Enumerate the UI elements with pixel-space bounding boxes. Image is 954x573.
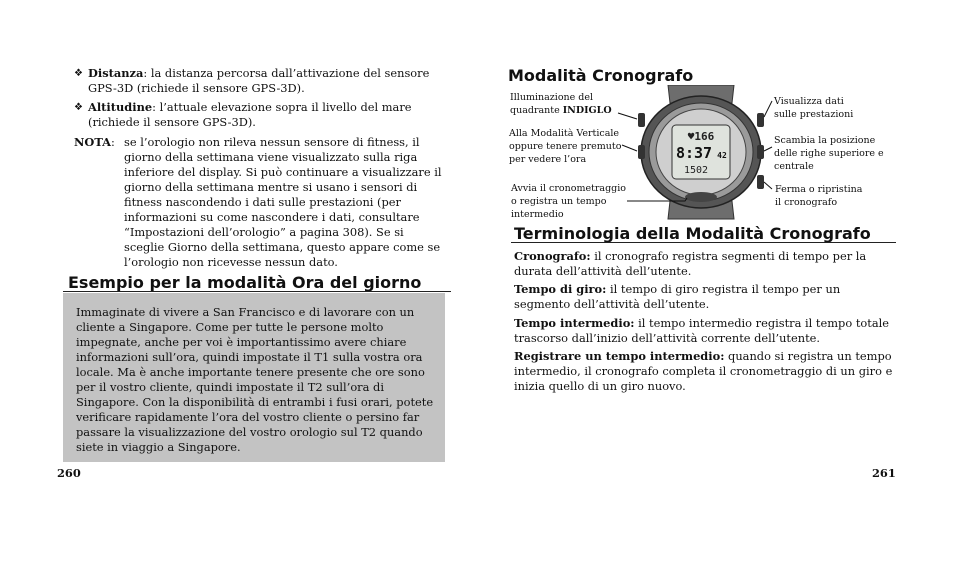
page-title-cronografo: Modalità Cronografo (508, 66, 694, 85)
nota-label: NOTA: (74, 135, 115, 149)
section-rule (63, 291, 451, 292)
bullet-term: Distanza (88, 66, 144, 80)
nota-text: se l’orologio non rileva nessun sensore di fitness, il giorno della settimana viene visualizzato sulla riga inferiore del display. Si può continuare a visualizzare il giorno della settimana mentre si usano i sensori di fitness nascondendo i dati sulle prestazioni (per informazioni su come nascondere i dati, consultare “Impostazioni dell’orologio” a pagina 308). Se si sceglie Giorno della settimana, questo appare come se l’orologio non ricevesse nessun dato. (124, 135, 442, 269)
callout-view-data: Visualizza dati sulle prestazioni (774, 96, 854, 120)
bullet-text: : l’attuale elevazione sopra il livello del mare (richiede il sensore GPS-3D). (88, 100, 412, 129)
display-line2: 8:37 (675, 144, 713, 162)
section-title-esempio: Esempio per la modalità Ora del giorno (68, 273, 422, 292)
bullet-term: Altitudine (88, 100, 153, 114)
display-line3: 1502 (683, 165, 709, 176)
section-rule (511, 242, 896, 243)
bullet-icon: ❖ (74, 102, 83, 113)
callout-start: Avvia il cronometraggio o registra un tempo intermedio (511, 183, 627, 220)
callout-indiglo: Illuminazione del quadrante INDIGLO (510, 92, 612, 116)
definition-cronografo: Cronografo: il cronografo registra segmenti di tempo per la durata dell’attività dell’utente. (514, 249, 867, 278)
button-mode (638, 145, 645, 159)
callout-vertical: Alla Modalità Verticale oppure tenere premuto per vedere l’ora (509, 128, 622, 165)
callout-stop: Ferma o ripristina il cronografo (775, 184, 863, 208)
example-text: Immaginate di vivere a San Francisco e di lavorare con un cliente a Singapore. Come per tutte le persone molto impegnate, anche per voi è importantissimo avere chiare informazioni sull’ora, quindi impostate il T1 sulla vostra ora locale. Ma è anche importante tenere presente che ore sono per il vostro cliente, quindi impostate il T2 sull’ora di Singapore. Con la disponibilità di entrambi i fusi orari, potete verificare rapidamente l’ora del vostro cliente o persino far passare la visualizzazione del vostro orologio sul T2 quando siete in viaggio a Singapore. (76, 305, 434, 454)
definition-registrare: Registrare un tempo intermedio: quando si registra un tempo intermedio, il cronografo completa il cronometraggio di un giro e inizia quello di un giro nuovo. (514, 349, 893, 393)
button-start (685, 192, 717, 202)
page-number-left: 260 (57, 466, 81, 480)
button-indiglo (638, 113, 645, 127)
definition-tempo-giro: Tempo di giro: il tempo di giro registra il tempo per un segmento dell’attività dell’utente. (514, 282, 841, 311)
button-swap (757, 145, 764, 159)
bullet-icon: ❖ (74, 68, 83, 79)
watch-illustration (500, 85, 820, 225)
display-line2-suffix: 42 (717, 151, 727, 160)
section-title-terminologia: Terminologia della Modalità Cronografo (514, 224, 871, 243)
page-number-right: 261 (872, 466, 896, 480)
button-view (757, 113, 764, 127)
callout-swap: Scambia la posizione delle righe superiore e centrale (774, 135, 884, 172)
button-stop (757, 175, 764, 189)
definition-tempo-intermedio: Tempo intermedio: il tempo intermedio registra il tempo totale trascorso dall’inizio dell’attività corrente dell’utente. (514, 316, 890, 345)
bullet-text: : la distanza percorsa dall’attivazione del sensore GPS-3D (richiede il sensore GPS-3D). (88, 66, 430, 95)
display-line1: ♥166 (687, 130, 715, 143)
